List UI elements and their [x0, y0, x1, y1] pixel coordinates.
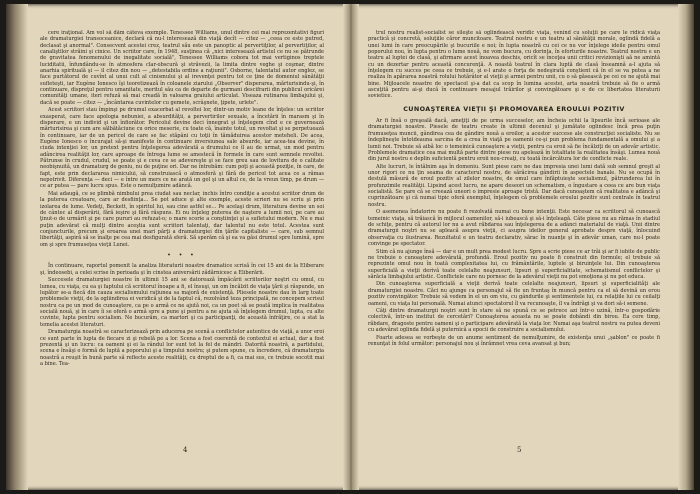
page-number-right: 5 — [517, 446, 522, 454]
right-paragraph: Foarte adesea se vorbeşte de un anume sentiment de nemulţumire, de existenţa unui „şablon" ce poate fi renunţat în folul următor: personajul nou şi înrămnet vrea ceva avansat şi bun; — [368, 334, 660, 347]
left-paragraph: Acest scriitori stau împinşi pe drumul exacerbat al revoltei lor, dintr-un motiv leane de înţeles: un scriitor exasperat, care face apologia nebuniei, a absurdităţii, a pervertirilor sexuale, a încetării în marasm şi în disperare, e un individ şi un înfiorător. Pericolul devine deci înnegrat şi înţelegem cînd e ce guvernează mărturisirea şi cum are sălbătăciune cu orice meserie, cu toate că, înainte totul, un revoltat şi se perpetuează în continuare, iar de un pericol de care se fac stăpâni cu toţii în tămăduirea acestor meteheli. De acea, Eugène Ionesco o încurajat să-şi manifeste în continuare inversiunea sale absurde, iar acea-tea devine, în ciuda intenţiei lor, un pretext pentru înţelegerea adevărată a drumului ce îl au de urmat, un mod pentru adâncirea realităţii lor, care aproape de întrega lume se amestecă în formele în care sunt semnele revoltei. Pătrunse în crudul, crudul, se poate şi e ceva ce se adevereşte şi se face greu sau de lovitura de o calitate neobişnuită, un dramaturg de geniu, nu de puţine ori. Dar ne întrebăm: cum poţi şi această poziţie, în care, de fapt, este prin declararea nimicului, să construiască o atmosferă şi fără de pericol tot acea ce a rămas nepotrivit. Diferenţa — deci — e între un mers ce ne arată un gol şi un altul ce, de la vreun timp, pe drum — ce ar putea — pare lucru spus. Este o nemulţumire adâncă. — [40, 107, 324, 190]
right-paragraph: Alte lucruri, le întâlnim aşa în domeniu. Sunt piese care ne dau impresia unei lumi dată sub semnul greşit al unor rigori ce nu ţin seama de caracterul nostru, de sărăcirea gândirii în aspectele banale. Nu se ocupă în destulă măsură de eroul pozitiv al zilelor noastre, de omul care înfăptuieşte socialismul, pătrunderea lui în profunzimile realităţii. Lipsind acest lucru, ne apare deseori un schematism, o îngustare a ceea ce are bun viaţa socialistă. Se pare că se creează uneori o impresie aproape tristă. Dar dacă cunoaştem că realitatea e adâncă şi cuprinzătoare şi că numai tipic oferă exemplul, înţelegem că problemele eroului pozitiv sunt centrale în teatrul nostru. — [368, 163, 660, 208]
right-paragraph: Din cunoaşterea superficială a vieţii derivă toate celelalte neajunsuri, lipsuri şi superficialităţi ale dramaturgiei noastre. Căci nu ajunge ca personajul să fie un fruntaş în muncă pentru ca el să devină un erou pozitiv convingător. Trebuie să vedem în el un om viu, cu gândurile şi sentimentele lui, cu relaţiile lui cu ceilalţi oameni, cu viaţa lui personală. Numai atunci spectatorul îl va recunoaşte, îl va îndrăgi şi va dori să-i semene. — [368, 281, 660, 307]
right-paragraph: trul nostru realist-socialist se sileşte să oglindească veridic viaţa, venind cu soluţii pe care le ridică viaţa practică şi concretă, soluţiile căror muncitoare. Teatrul nostru e un teatru al sănătăţii morale, oglindă fidelă a unei lumi în care preocupările şi bucuriile e noi; în lupta noastră cu cei ce nu vor înţelege ideile pentru omul poporului nou, în lupta pentru o lume nouă, ne vom bucura, cu dorinţa, în eforturile noastre. Teatrul nostru e un teatru al luptei de clasă, şi afirmare acest înoavea deschis, oricît se înceţea unii critici revizionişti aă ne amintă cu un dezertar pentru această concurenţă. A noastă teatrul în clara luptă de clasă înseamnă a-l ajuta să înţelegem cu succes pe ceea ce trebuie, şi e-l arate o forţa de nedeşirată conştient că în el se va putea a ne realiza în apărarea noastră rolului hotărâtor al vieţii şi armei pentru unii, cu o să găsească pe cei ce ne ajută mai bine. Mijloacele noastre de spectacol şi-a dat ca scop în lumina acestei, arta noastră trebuie să fie o armă ascuţită pentru ai-şi ducă în continuare mesajul trăirilor şi convingătoare şi e de ce libertatea literaturii sovietice. — [368, 30, 660, 100]
left-paragraph: Dramaturgia noastră se caracterizează prin aducerea pe scenă a conflictelor autentice de viaţă, a unor eroi ce sunt parte în lupta de fiecare zi şi rebelă pe a lor. Scena a fost coerentă de contextul ei actual, dar a fost prezentă şi un lucru: ca oameni şi ei la rândul lor sunt tot la fel de mândri. Datorită noastră, a partidului, scena e însăşi o formă de luptă a poporului şi a timpului nostru; şi putem spune, cu încredere, că dramaturgia noastră a reuşit în bună parte să reflecte aceste realităţi, cu dreptul de a fi, ca mai sus, ce trebuie socotit mai a bine. Tea- — [40, 329, 324, 367]
right-paragraph: Câţi dintre dramaturgii noştri sunt în stare să ne spună ce se petrece azi într-o uzină, într-o gospodărie colectivă, într-un institut de cercetări? Cunoaşterea aceasta nu se poate dobândi din birou. Ea cere timp, răbdare, dragoste pentru oameni şi o participare adevărată la viaţa lor. Numai aşa teatrul nostru va putea deveni cu adevărat oglinda fidelă şi puternică a epocii de construire a socialismului. — [368, 308, 660, 334]
book-gutter — [343, 4, 359, 490]
left-page-edge — [6, 4, 28, 490]
right-page-text — [368, 30, 660, 468]
right-page-edge — [678, 4, 694, 490]
left-paragraph: cere iraţional. Am vol să dăm câteva exemple. Tenessee Williams, unul dintre cei mai reprezentativi figuri ale dramaturgiei transoceanice, declară că nu-l interesează din viaţă decît — citez — „ceea ce este putred, declasat şi anormal". Consecvent acestei crez, teatrul său este un panoptic al pervertiţilor, al pervertiţilor, al canaliştilor străini şi cinice. Un scriitor care, în 1948, susţinea că „nici interesează artistul ce nu se pătrunde de gravitatea fenomenului de inegalitate socială", Tenessee Williams cobora tot mai vertiginos treptele luciditatii, înfundându-se în atmosfera clar-obscură şi străvezii, la limita dintre veghe şi coşmar, dintre anarhia spirituală şi — il citez din nou — „detestabila ordine a raţiunii". Osborne, talentatul autor englez, se face purtătorul de cuvînt al unui cult al cinismului şi al irevenţei pentru tot ce ţine de domeniul sănătăţii sufleteşti, iar Eugène Ionesco îşi teoretizează în coloanele ziarului „Observer" disperarea, mărturisindu-şi, în continuare, dispreţul pentru umanitate, meritul său ca de departe de gurmani descifrarii din publicul oricărei comunităţi umane, iteri refuză să mai creadă în valoarea graiului articulat. Viseaza rutinarea limbajului şi, dacă se poate — citez — „încântarea cuvintelor cu gemete, scrâşnete, ţipete, urlete". — [40, 30, 324, 106]
left-paragraph: În continuare, raportul pomenit la analiza literaturii noastre dramatice scrisă în cei 15 ani de la Eliberare şi, îndeosebi, a celei scrise în perioada şi în cinstea aniversării zădărnicesc a Eliberării. — [40, 263, 324, 276]
right-paragraph: O asemenea îndatorire nu poate fi rezolvată numai cu bune intenţii. Este necesar ca scriitorul să cunoască temeinic viaţa, să trăiască în mijlocul oamenilor, să-i iubească şi să-i înţeleagă. Câte piese nu au rămas în stadiul de schiţe, pentru că autorul lor nu a avut răbdarea sau înţelegerea de a adânci materialul de viaţă. Unii dintre dramaturgii noştri nu se apleacă asupra vieţii, ci asupra ideilor general aprobate despre viaţă, înlocuind observaţia cu ilustrarea. Rezultatul e un teatru declarativ, sărac în nuanţe şi în adevăr uman, care nu-l poate convinge pe spectator. — [368, 209, 660, 248]
section-separator: • • • — [167, 252, 197, 260]
left-paragraph: Succesele dramaturgiei noastre în ultimii 15 ani se datorează împăcării scriitorilor noştri cu omul, cu lumea, cu viaţa, cu ea şi faptului că scriitorul înoape a fi, el însuşi, un om încălzit de viaţa ţării şi răspunde, un lupător se-a fiecă din cauza socialismului raţiunea sa majoră de existenţă. Pliesele noastre dau în larg toate problemele vieţii, de la ogliindirea ei veridică şi de la faptul că, rezolvând teza principală, ne concepem scrisul nostru ca pe un mod de cunoaştere, ca pe o armă ce ne ajută noi, ca un poet să se poată implica în realitatea socială nouă, şi în care îi se oferă o armă spre a pune şi pentru a ne ajuta să înţelegem drumul, lupta, cu alte cuvinte, lupta pentru socialism. Ne bucurăm, ca martori şi ca participanţi, de această înfrăţire, ce a stat la temelia acestei literaturi. — [40, 277, 324, 328]
section-heading: CUNOAŞTEREA VIEŢII ŞI PROMOVAREA EROULUI POZITIV — [403, 104, 625, 113]
page-number-left: 4 — [183, 446, 188, 454]
right-paragraph: Ar fi însă o greşeală dacă, ameţiţi de pe urma succeselor, am încheia ochii la lipsurile încă serioase ale dramaturgiei noastre. Piesele de teatru create în ultimii deceniul şi jumătate oglindesc încă prea puţin frumuseţea muncii, gândirea cea de gândire nouă a eroilor, a acestor succese ale construcţiei socialiste. Nu se îndeplineşte întotdeauna sarcina de a crea în viaţă pe oamenii ce-şi pun problema fundamentală a omului şi a lumii noi. Trebuie să aibă loc o temeinică cunoaştere a vieţii, pentru ca eroii să fie încălziţi de un adevăr artistic. Problemele dramatice cea mai multă parte dintre piese nu apelează în totalitate la realitatea însăşi. Lumea nouă din jurul nostru e deplin suficientă pentru eroii nou-creaţi, cu toată încărcătura lor de conflicte reale. — [368, 118, 660, 163]
right-paragraph: Stim că nu ajunge însă — dar e un mult prea modest lucru. Spre a scrie piese ce ar trăi şi ar fi iubite de public ne trebuie o cunoaştere adevărată, profundă. Eroul pozitiv nu poate fi construit din formule; el trebuie să reprezinte omul nou în toată complexitatea lui, cu frământările, luptele şi biruinţele lui. Din cunoaşterea superficială a vieţii derivă toate celelalte neajunsuri, lipsuri şi superficialitate, schematismul conflictelor şi sărăcia limbajului artistic. Conflictele care nu pornesc de la adevărul vieţii nu pot emoţiona şi nu pot educa. — [368, 248, 660, 280]
left-paragraph: Mai adaugă, ce se plimbă nimbului prea ciudat sau neclar, inchis întro condiţie a acestui scriitor drum de la puterea creatoare, care ar desfiinţa... Se pot aduce şi alte exemple, aceste scrieri nu se scriu şi prin izolarea de lume. Vedeţi, Beckett, în spiritul lui, sau cine astfel se... Pe acelaşi drum, literatura devine un soi de cântec al disperării, fără ieşire şi fără răspuns. Ei nu înţeleg puterea de naştere a lumii noi, pe care au ţinut-o de urmărit şi pe care pururi au refuzat-o; o mare scorie a conştiinţei şi a sufletului modern. Nu e mai puţin adevărat că mulţi dintre aceştia sunt scriitori talentaţi, dar talentul nu este totul. Acestea sunt conjuncturile, precum şi eroarea unei mari părţi a dramaturgiei din ţările capitaliste — care, sub semnul libertăţii, aspiră să se înalţe pe cea mai desfigurată sferă. Să sperăm că şi ea va găsi drumul spre lumină, spre om şi spre frumuseţea vieţii Lunei. — [40, 190, 324, 248]
left-page-text — [40, 30, 324, 468]
